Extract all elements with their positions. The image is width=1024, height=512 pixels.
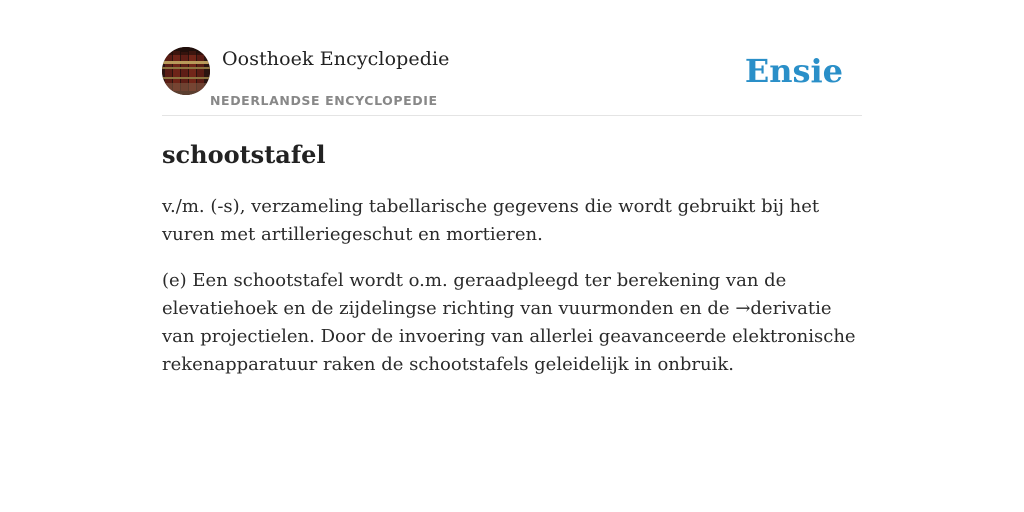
site-subtitle: NEDERLANDSE ENCYCLOPEDIE — [210, 93, 438, 108]
entry-body — [162, 193, 862, 397]
entry-paragraph-2 — [162, 267, 862, 379]
paragraph-2-suffix: van projectielen. Door de invoering van allerlei geavanceerde elektronische rekenapparatuur raken de schootstafels geleidelijk in onbruik. — [162, 326, 856, 375]
site-name[interactable]: Oosthoek Encyclopedie — [222, 48, 450, 70]
entry-title: schootstafel — [162, 140, 326, 169]
entry-paragraph-1: v./m. (-s), verzameling tabellarische gegevens die wordt gebruikt bij het vuren met artilleriegeschut en mortieren. — [162, 196, 820, 245]
derivatie-link[interactable]: →derivatie — [735, 298, 832, 319]
site-header — [162, 47, 862, 116]
brand-logo[interactable]: Ensie — [744, 52, 843, 90]
book-spines-icon[interactable] — [162, 47, 210, 95]
paragraph-2-prefix: (e) Een schootstafel wordt o.m. geraadpleegd ter berekening van de elevatiehoek en de zijdelingse richting van vuurmonden en de — [162, 270, 787, 319]
